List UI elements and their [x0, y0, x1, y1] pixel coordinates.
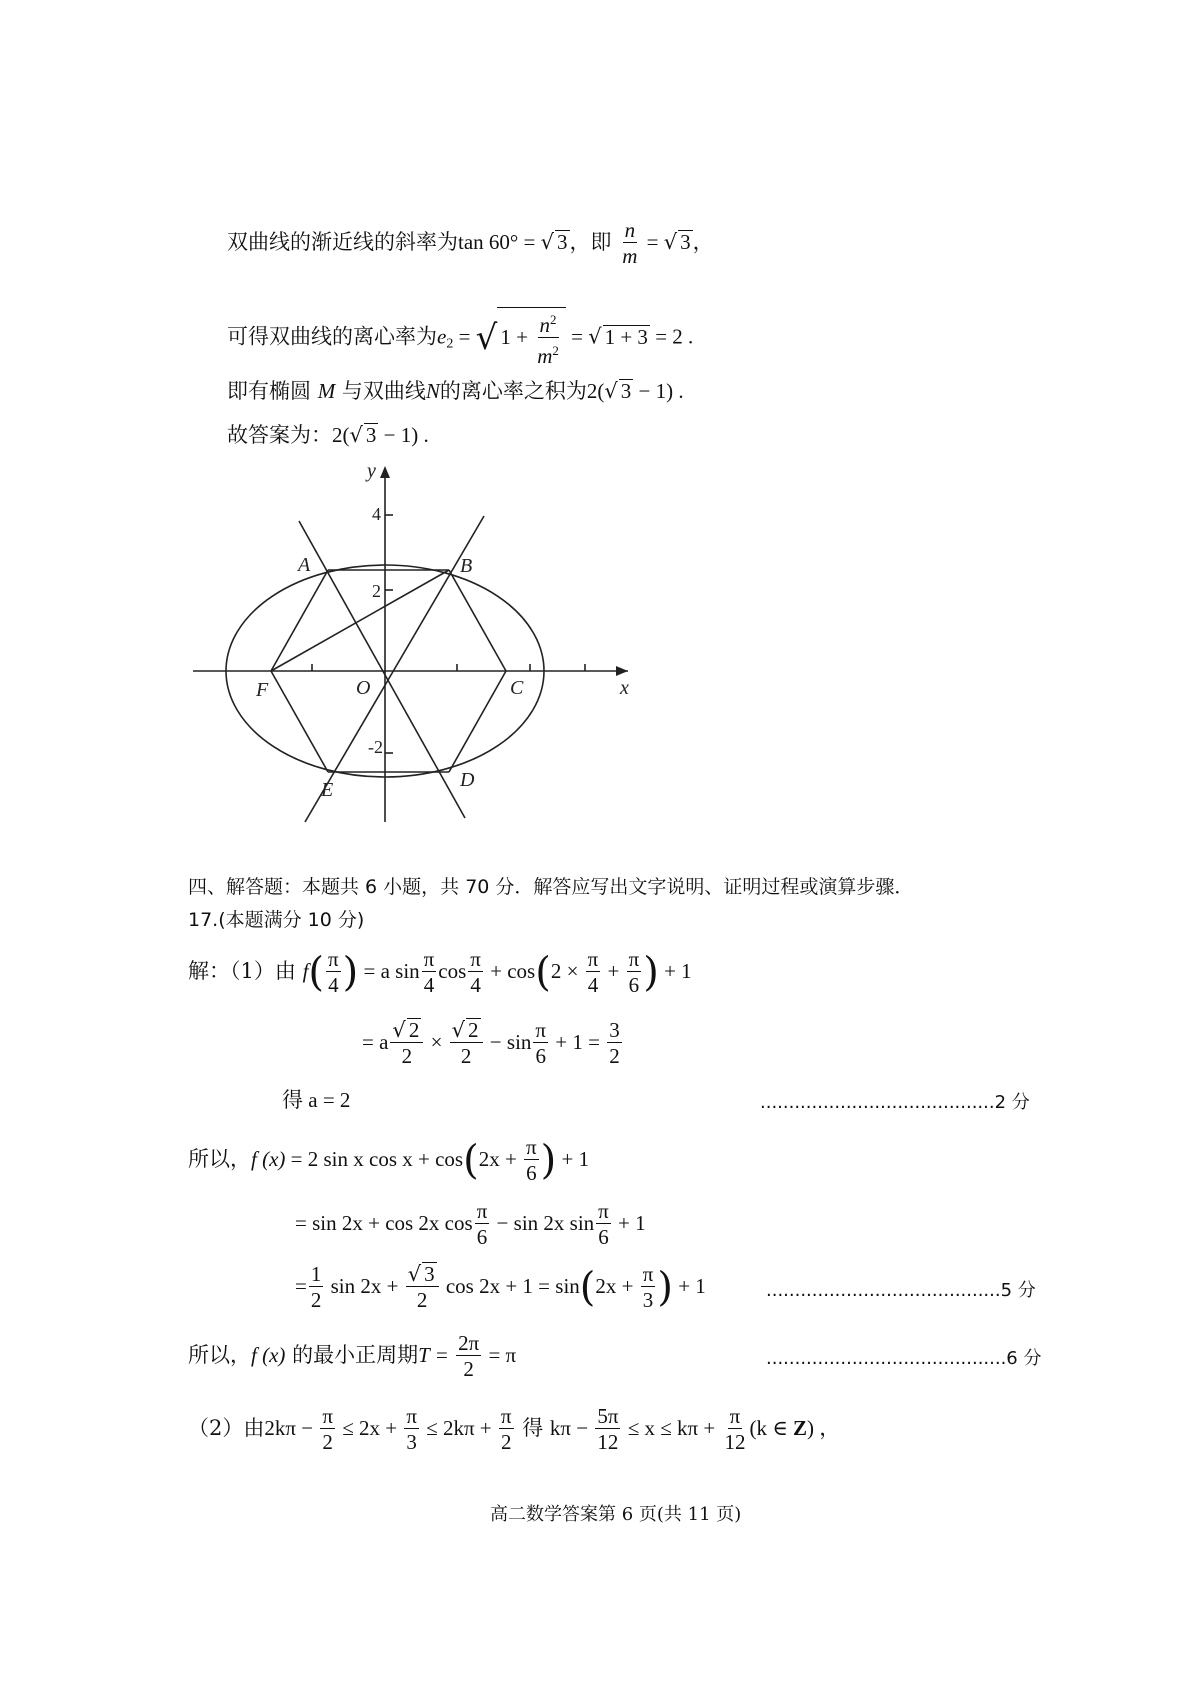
- fraction: [309, 1262, 324, 1313]
- text: 故答案为：: [227, 423, 332, 447]
- math: kπ −: [549, 1416, 594, 1440]
- superscript: 2: [552, 343, 559, 358]
- numerator: 5π: [597, 1404, 619, 1428]
- numerator: 1: [310, 1262, 322, 1286]
- page-footer: 高二数学答案第 6 页(共 11 页): [490, 1504, 742, 1525]
- fraction: [456, 1331, 481, 1382]
- numerator: [406, 1262, 439, 1287]
- fraction: [326, 947, 341, 998]
- text: 双曲线的渐近线的斜率为: [227, 230, 458, 254]
- numerator: π: [328, 947, 339, 971]
- fraction: [390, 1018, 423, 1069]
- math: + 1: [672, 1274, 706, 1298]
- numerator: n: [624, 218, 636, 242]
- math: =: [453, 324, 476, 349]
- fraction: [404, 1404, 419, 1455]
- numerator: π: [587, 947, 599, 971]
- denominator: 6: [526, 1161, 537, 1185]
- paren: ): [643, 949, 659, 996]
- denominator: 2: [401, 1044, 413, 1068]
- math: ≤ x ≤ kπ +: [622, 1416, 721, 1440]
- math: + 1: [556, 1147, 590, 1171]
- text: 即有椭圆: [227, 379, 311, 403]
- point-E-label: E: [321, 779, 334, 801]
- denominator: 2: [463, 1357, 474, 1381]
- math: = 2 .: [649, 324, 694, 349]
- math: 2(: [586, 379, 605, 403]
- denominator: 2: [609, 1044, 620, 1068]
- text: ，: [692, 230, 714, 254]
- math: n: [539, 313, 551, 337]
- point-F-label: F: [256, 679, 269, 701]
- math: 3: [365, 423, 377, 447]
- math: =: [641, 230, 664, 254]
- sqrt-sign: √: [451, 1018, 466, 1042]
- math: f: [302, 959, 309, 983]
- math: 2: [408, 1018, 420, 1042]
- numerator: π: [322, 1404, 333, 1428]
- point-A-label: A: [298, 554, 311, 576]
- solution-line-4: [188, 1135, 589, 1186]
- denominator: 6: [598, 1225, 609, 1249]
- math: N: [425, 379, 440, 403]
- sqrt-sign: √: [392, 1018, 406, 1042]
- numerator: π: [642, 1262, 654, 1286]
- text: （2）由: [188, 1416, 265, 1440]
- math: 2x +: [478, 1147, 523, 1171]
- fraction: [627, 947, 642, 998]
- math: + cos: [484, 959, 536, 983]
- numerator: π: [535, 1018, 547, 1042]
- text: 所以，: [188, 1343, 251, 1367]
- sqrt-sign: √: [540, 230, 555, 254]
- sqrt-sign: √: [475, 318, 498, 358]
- math: 3: [620, 379, 632, 403]
- subscript: 2: [446, 336, 454, 352]
- math: 1 + 3: [604, 324, 648, 349]
- hexagon-edge-FA: [271, 570, 328, 671]
- denominator: 4: [470, 973, 481, 997]
- denominator: 2: [460, 1044, 472, 1068]
- numerator: π: [423, 947, 435, 971]
- paren: (: [535, 949, 551, 996]
- x-axis-label: x: [620, 677, 629, 699]
- fraction: [586, 947, 601, 998]
- numerator: π: [598, 1199, 609, 1223]
- fraction: [533, 1018, 548, 1069]
- fraction: [596, 1199, 611, 1250]
- math: ≤ 2x +: [336, 1416, 403, 1440]
- denominator: 3: [406, 1430, 417, 1454]
- numerator: π: [526, 1135, 537, 1159]
- numerator: π: [470, 947, 481, 971]
- text: 得: [522, 1416, 544, 1440]
- numerator: π: [406, 1404, 417, 1428]
- math: + 1: [658, 959, 692, 983]
- point-D-label: D: [460, 769, 475, 791]
- denominator: m: [622, 244, 638, 268]
- paren: ): [540, 1137, 557, 1184]
- numerator: π: [476, 1199, 488, 1223]
- math: (k ∈: [749, 1416, 793, 1440]
- math: = a: [362, 1030, 389, 1054]
- point-O-label: O: [356, 677, 371, 699]
- paren: (: [463, 1137, 479, 1184]
- numerator: 3: [609, 1018, 620, 1042]
- math: e: [437, 324, 447, 349]
- fraction: [320, 1404, 335, 1455]
- fraction: [524, 1135, 539, 1186]
- solution-line-7: [188, 1331, 516, 1382]
- text: 可得双曲线的离心率为: [227, 324, 437, 349]
- denominator: 6: [628, 973, 640, 997]
- fraction: [499, 1404, 514, 1455]
- paren: ): [342, 949, 359, 996]
- sqrt-sign: √: [407, 1262, 422, 1286]
- denominator: 2: [500, 1430, 512, 1454]
- math: =: [295, 1274, 307, 1298]
- numerator: [450, 1018, 483, 1043]
- sqrt-sign: √: [349, 423, 363, 447]
- numerator: π: [628, 947, 640, 971]
- math: cos 2x + 1 = sin: [440, 1274, 580, 1298]
- numerator: [390, 1018, 423, 1043]
- y-axis-label: y: [367, 460, 376, 482]
- math: M: [317, 379, 336, 403]
- math: cos: [438, 959, 467, 983]
- math: ) ，: [807, 1416, 841, 1440]
- math: f (x): [251, 1147, 286, 1171]
- numerator: π: [729, 1404, 741, 1428]
- math: sin 2x +: [325, 1274, 404, 1298]
- fraction: [450, 1018, 483, 1069]
- math: 2kπ −: [264, 1416, 319, 1440]
- solution-line-8: [188, 1404, 840, 1455]
- denominator: 12: [597, 1430, 619, 1454]
- paren: (: [579, 1264, 596, 1311]
- denominator: 6: [535, 1044, 546, 1068]
- section-heading: 四、解答题：本题共 6 小题，共 70 分．解答应写出文字说明、证明过程或演算步骤．: [188, 876, 914, 898]
- denominator: 4: [328, 973, 339, 997]
- sqrt-sign: √: [588, 324, 602, 349]
- text: 的最小正周期: [292, 1343, 419, 1367]
- math: − sin: [484, 1030, 532, 1054]
- fraction: [406, 1262, 439, 1313]
- sqrt-sign: √: [604, 379, 618, 403]
- y-tick-label: -2: [368, 737, 383, 757]
- math: m: [537, 344, 553, 368]
- math: 3: [680, 230, 691, 254]
- x-axis-arrow-icon: [616, 666, 628, 676]
- paren: ): [657, 1264, 673, 1311]
- solution-line-5: [295, 1199, 646, 1250]
- question-17-title: 17.(本题满分 10 分): [188, 909, 365, 931]
- math: =: [565, 324, 589, 349]
- score-2: .........................................2 分: [760, 1092, 1030, 1113]
- text: ，即: [569, 230, 612, 254]
- text: 所以，: [188, 1147, 251, 1171]
- y-axis-arrow-icon: [380, 466, 390, 478]
- y-tick-label: 2: [372, 581, 381, 601]
- numerator: π: [500, 1404, 512, 1428]
- denominator: 2: [322, 1430, 333, 1454]
- math: 3: [424, 1262, 435, 1286]
- math: − 1) .: [633, 379, 684, 403]
- math: = 2 sin x cos x + cos: [285, 1147, 464, 1171]
- fraction: [422, 947, 437, 998]
- solution-line-2: [362, 1018, 624, 1069]
- math: ×: [425, 1030, 448, 1054]
- score-5: .........................................5 分: [766, 1280, 1036, 1301]
- solution-line-6: [295, 1262, 706, 1313]
- superscript: 2: [550, 312, 557, 327]
- denominator: 2: [310, 1288, 322, 1312]
- math: T =: [418, 1343, 455, 1367]
- math: − 1) .: [378, 423, 429, 447]
- math: ≤ 2kπ +: [420, 1416, 497, 1440]
- math: f (x): [251, 1343, 286, 1367]
- sqrt-sign: √: [663, 230, 678, 254]
- text: 的离心率之积为: [439, 379, 587, 403]
- point-C-label: C: [510, 677, 524, 699]
- denominator: 2: [416, 1288, 428, 1312]
- math: − sin 2x sin: [491, 1211, 595, 1235]
- math: 2(: [332, 423, 350, 447]
- math: Z: [793, 1416, 808, 1440]
- math: 1 +: [500, 325, 534, 349]
- math: + 1: [612, 1211, 646, 1235]
- point-B-label: B: [460, 555, 473, 577]
- score-6: ..........................................6 分: [766, 1348, 1042, 1369]
- fraction: [595, 1404, 620, 1455]
- math: = π: [483, 1343, 517, 1367]
- hexagon-edge-EF: [271, 671, 328, 772]
- math: 2: [468, 1018, 479, 1042]
- denominator: 12: [724, 1430, 746, 1454]
- math: 2 ×: [550, 959, 584, 983]
- math: 3: [557, 230, 568, 254]
- denominator: 3: [642, 1288, 654, 1312]
- math: + 1 =: [550, 1030, 606, 1054]
- math: 2x +: [595, 1274, 639, 1298]
- math: = a sin: [358, 959, 420, 983]
- denominator: 4: [587, 973, 599, 997]
- text: 与双曲线: [341, 379, 426, 403]
- math: = sin 2x + cos 2x cos: [295, 1211, 473, 1235]
- y-tick-label: 4: [372, 504, 381, 524]
- solution-line-3: 得 a = 2: [282, 1088, 351, 1112]
- fraction: [641, 1262, 656, 1313]
- denominator: 4: [423, 973, 435, 997]
- paren: (: [308, 949, 325, 996]
- math: +: [602, 959, 625, 983]
- text: 解：（1）由: [188, 959, 296, 983]
- solution-line-1: [188, 947, 692, 998]
- numerator: 2π: [458, 1331, 480, 1355]
- fraction: [607, 1018, 622, 1069]
- fraction: [722, 1404, 747, 1455]
- fraction: [475, 1199, 490, 1250]
- fraction: [468, 947, 483, 998]
- denominator: 6: [476, 1225, 488, 1249]
- math: tan 60° =: [458, 230, 541, 254]
